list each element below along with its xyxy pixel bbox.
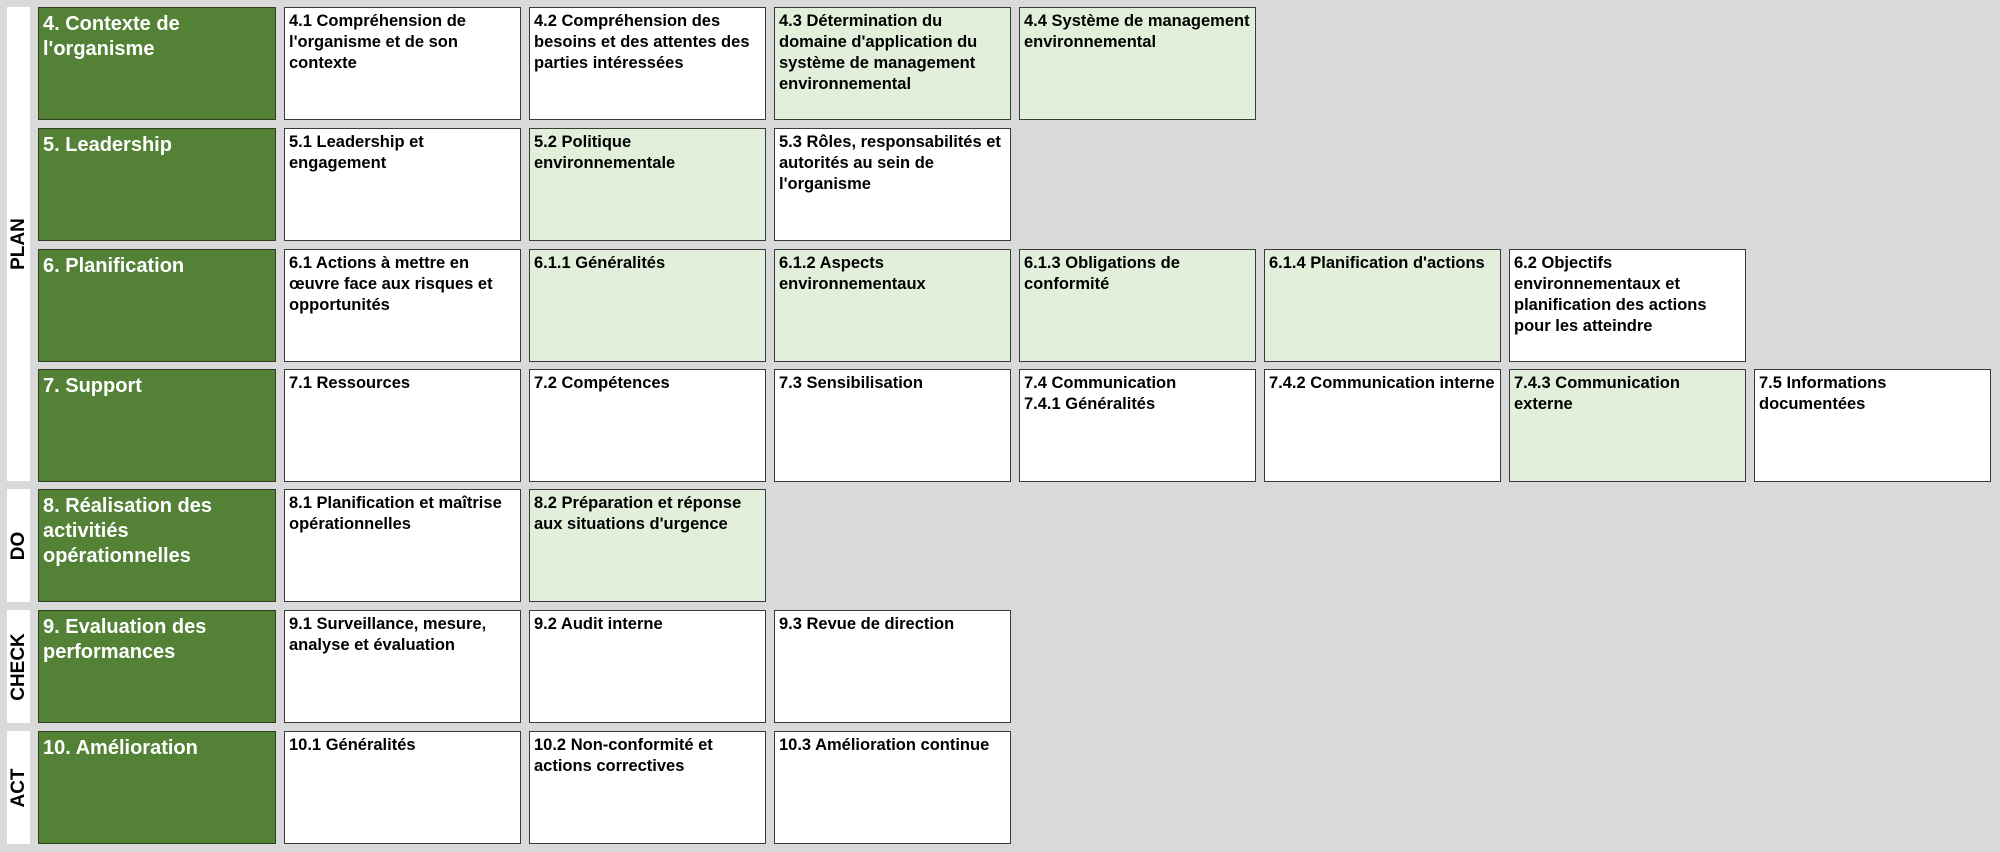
clause-cell: 7.5 Informations documentées bbox=[1754, 369, 1991, 482]
section-header: 9. Evaluation des performances bbox=[38, 610, 276, 723]
section-header: 6. Planification bbox=[38, 249, 276, 362]
clause-cell: 5.2 Politique environnementale bbox=[529, 128, 766, 241]
clause-cell: 6.1.4 Planification d'actions bbox=[1264, 249, 1501, 362]
phase-do bbox=[7, 489, 30, 602]
clause-cell: 9.3 Revue de direction bbox=[774, 610, 1011, 723]
clause-cell: 6.1.3 Obligations de conformité bbox=[1019, 249, 1256, 362]
clause-cell: 7.1 Ressources bbox=[284, 369, 521, 482]
clause-cell: 4.1 Compréhension de l'organisme et de son contexte bbox=[284, 7, 521, 120]
clause-cell: 9.1 Surveillance, mesure, analyse et évaluation bbox=[284, 610, 521, 723]
phase-label: DO bbox=[7, 531, 29, 560]
clause-cell: 10.2 Non-conformité et actions correctives bbox=[529, 731, 766, 844]
clause-cell: 7.4.2 Communication interne bbox=[1264, 369, 1501, 482]
section-header: 10. Amélioration bbox=[38, 731, 276, 844]
section-header: 4. Contexte de l'organisme bbox=[38, 7, 276, 120]
clause-cell: 5.3 Rôles, responsabilités et autorités au sein de l'organisme bbox=[774, 128, 1011, 241]
phase-plan bbox=[7, 7, 30, 481]
section-header: 8. Réalisation des activitiés opérationnelles bbox=[38, 489, 276, 602]
clause-cell: 4.4 Système de management environnemental bbox=[1019, 7, 1256, 120]
clause-cell: 8.2 Préparation et réponse aux situations d'urgence bbox=[529, 489, 766, 602]
clause-cell: 7.3 Sensibilisation bbox=[774, 369, 1011, 482]
phase-label: CHECK bbox=[7, 632, 29, 701]
section-header: 7. Support bbox=[38, 369, 276, 482]
clause-cell: 6.2 Objectifs environnementaux et planification des actions pour les atteindre bbox=[1509, 249, 1746, 362]
phase-act bbox=[7, 731, 30, 844]
clause-cell: 7.2 Compétences bbox=[529, 369, 766, 482]
clause-cell: 6.1 Actions à mettre en œuvre face aux risques et opportunités bbox=[284, 249, 521, 362]
clause-cell: 8.1 Planification et maîtrise opérationnelles bbox=[284, 489, 521, 602]
phase-label: ACT bbox=[7, 767, 29, 808]
clause-cell: 4.3 Détermination du domaine d'application du système de management environnemental bbox=[774, 7, 1011, 120]
clause-cell: 9.2 Audit interne bbox=[529, 610, 766, 723]
phase-label: PLAN bbox=[7, 218, 29, 270]
clause-cell: 6.1.1 Généralités bbox=[529, 249, 766, 362]
phase-check bbox=[7, 610, 30, 723]
clause-cell: 10.1 Généralités bbox=[284, 731, 521, 844]
clause-cell: 4.2 Compréhension des besoins et des attentes des parties intéressées bbox=[529, 7, 766, 120]
section-header: 5. Leadership bbox=[38, 128, 276, 241]
clause-cell: 10.3 Amélioration continue bbox=[774, 731, 1011, 844]
clause-cell: 7.4.3 Communication externe bbox=[1509, 369, 1746, 482]
clause-cell: 7.4 Communication 7.4.1 Généralités bbox=[1019, 369, 1256, 482]
clause-cell: 6.1.2 Aspects environnementaux bbox=[774, 249, 1011, 362]
clause-cell: 5.1 Leadership et engagement bbox=[284, 128, 521, 241]
